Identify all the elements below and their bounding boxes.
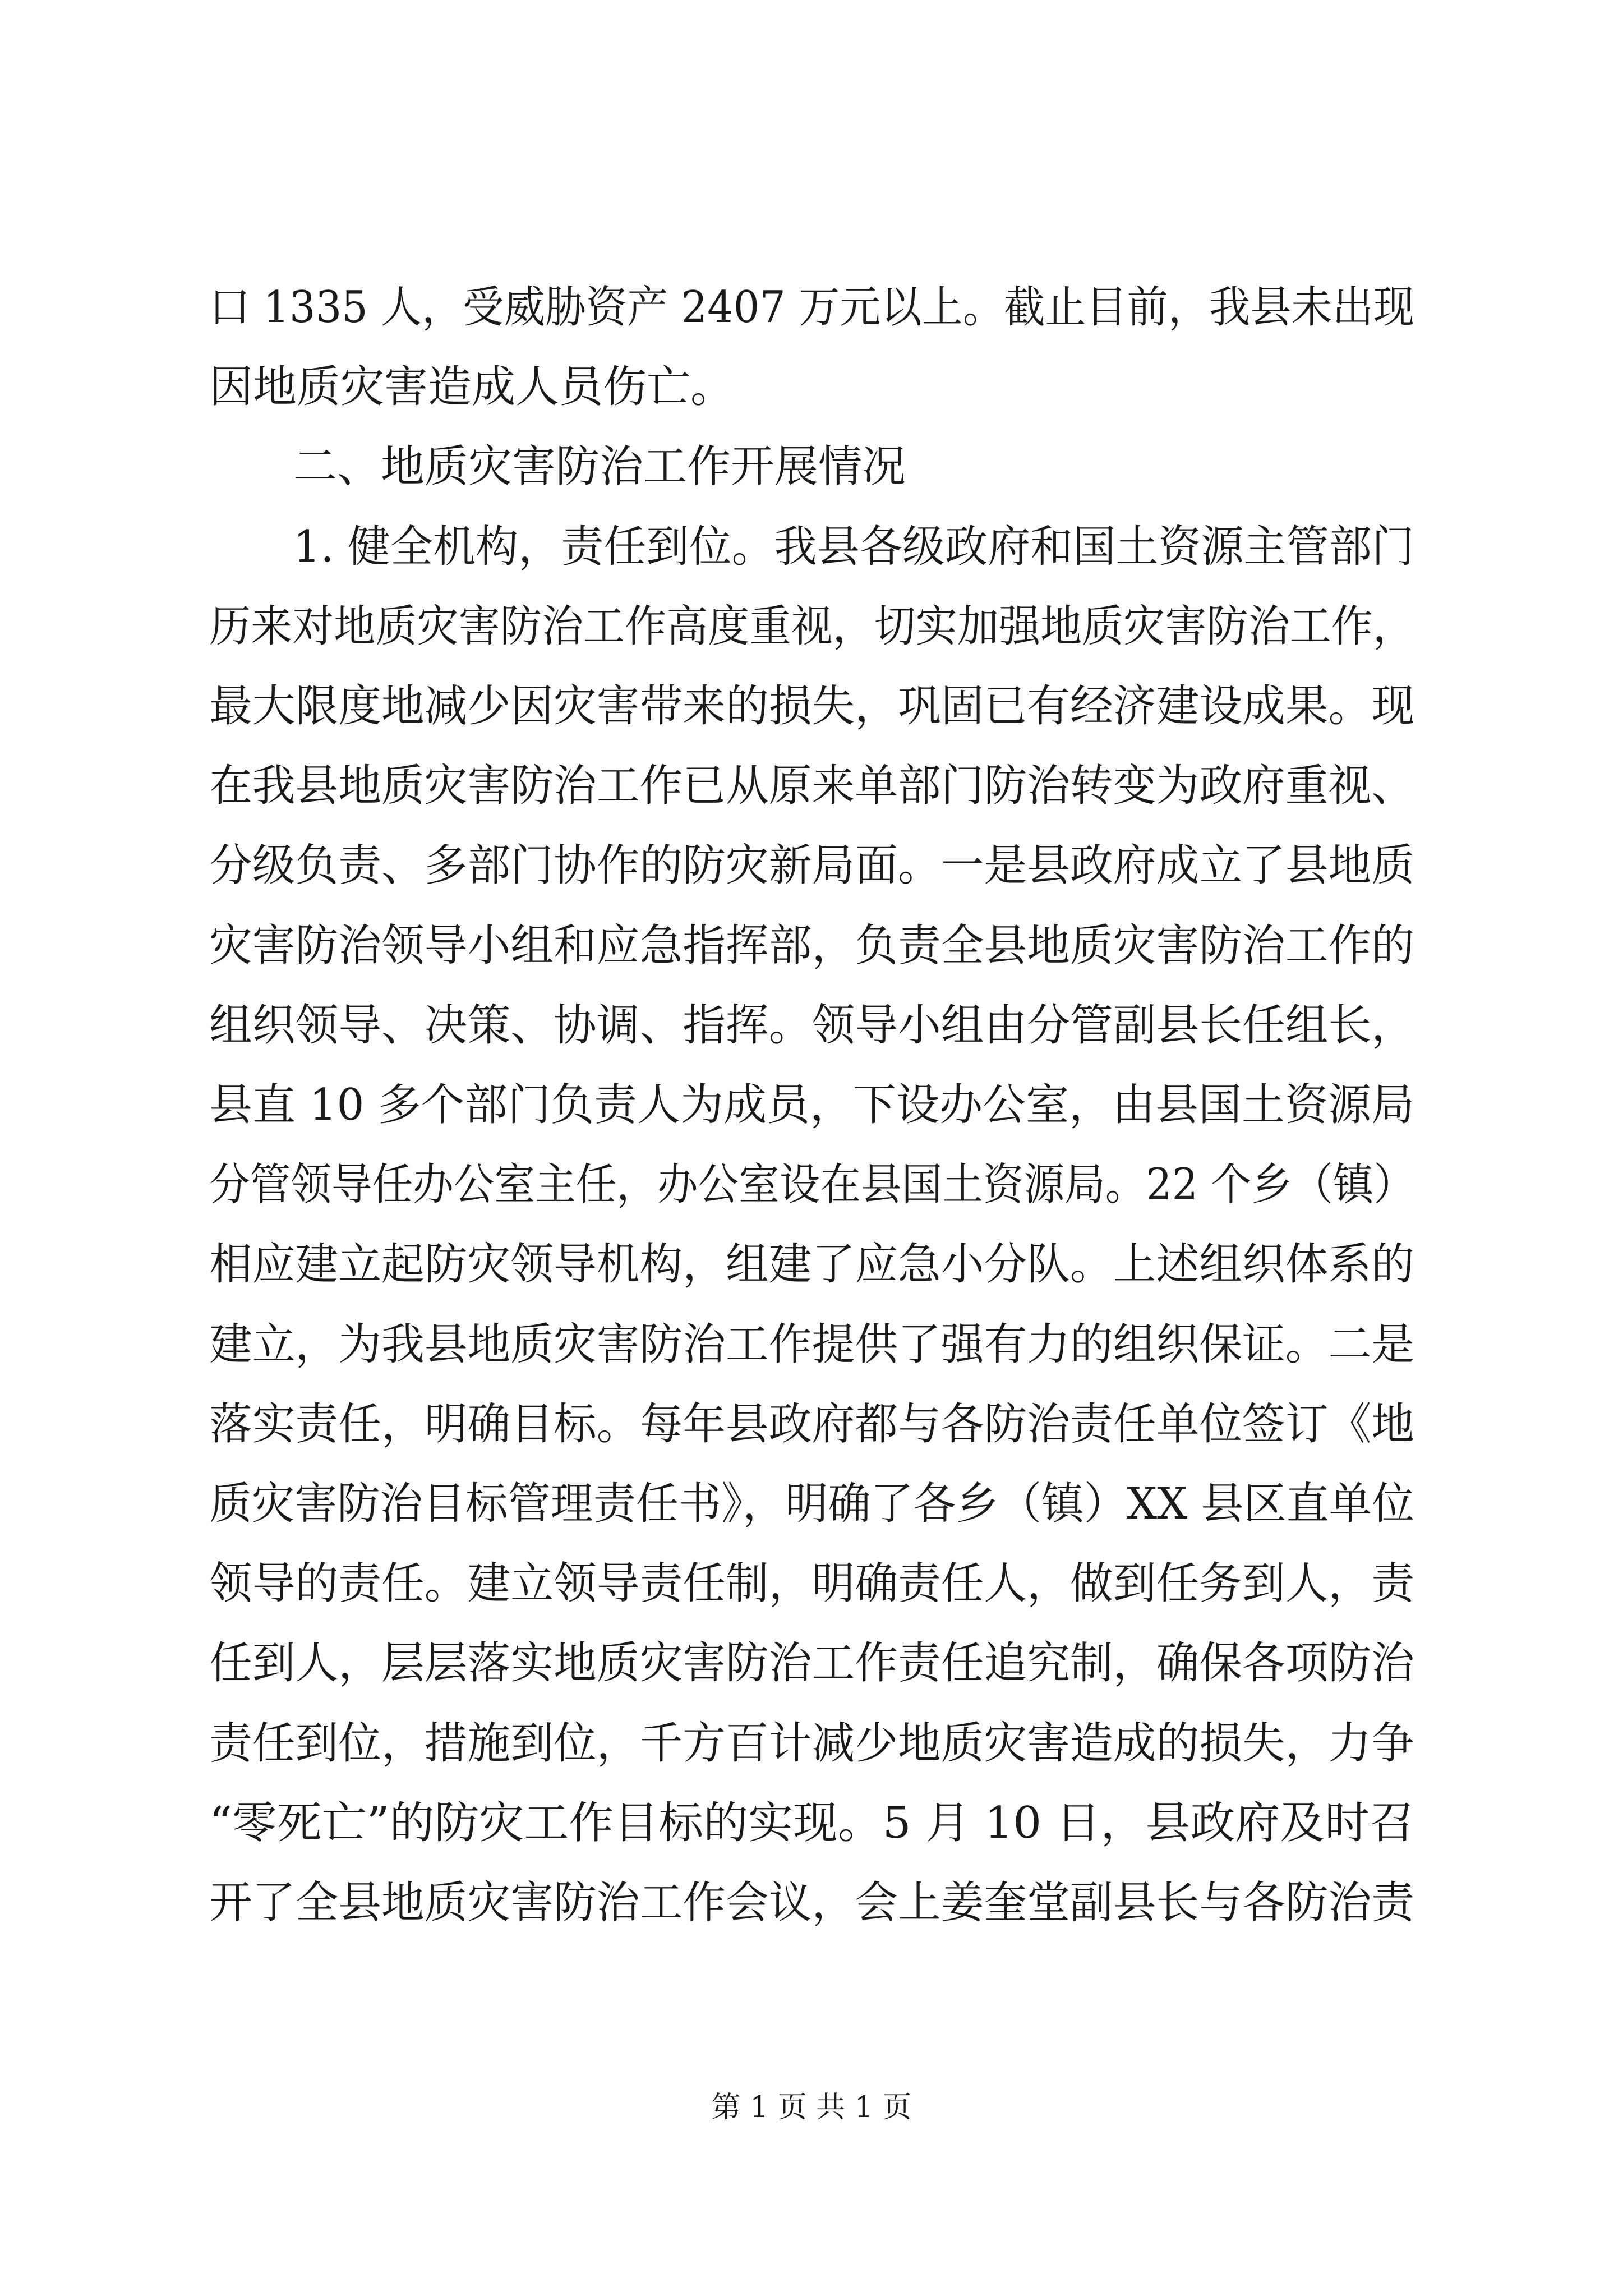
- text-line: 相应建立起防灾领导机构，组建了应急小分队。上述组织体系的: [209, 1239, 1414, 1290]
- text-line: 最大限度地减少因灾害带来的损失，巩固已有经济建设成果。现: [209, 681, 1414, 731]
- text-line: “零死亡”的防灾工作目标的实现。5 月 10 日，县政府及时召: [209, 1797, 1414, 1848]
- text-line: 在我县地质灾害防治工作已从原来单部门防治转变为政府重视、: [209, 761, 1414, 812]
- text-line: 县直 10 多个部门负责人为成员，下设办公室，由县国土资源局: [209, 1080, 1414, 1130]
- text-line: 分级负责、多部门协作的防灾新局面。一是县政府成立了县地质: [209, 840, 1414, 891]
- text-line: 口 1335 人，受威胁资产 2407 万元以上。截止目前，我县未出现: [209, 282, 1414, 333]
- text-line: 历来对地质灾害防治工作高度重视，切实加强地质灾害防治工作，: [209, 601, 1414, 652]
- text-line: 领导的责任。建立领导责任制，明确责任人，做到任务到人，责: [209, 1558, 1414, 1609]
- text-line: 组织领导、决策、协调、指挥。领导小组由分管副县长任组长，: [209, 1000, 1414, 1051]
- text-line: 开了全县地质灾害防治工作会议，会上姜奎堂副县长与各防治责: [209, 1878, 1414, 1928]
- text-line: 建立，为我县地质灾害防治工作提供了强有力的组织保证。二是: [209, 1319, 1414, 1370]
- text-line: 分管领导任办公室主任，办公室设在县国土资源局。22 个乡（镇）: [209, 1159, 1414, 1211]
- text-line: 1. 健全机构，责任到位。我县各级政府和国土资源主管部门: [293, 521, 1414, 572]
- text-line: 灾害防治领导小组和应急指挥部，负责全县地质灾害防治工作的: [209, 920, 1414, 971]
- text-line: 因地质灾害造成人员伤亡。: [209, 362, 735, 413]
- section-heading: 二、地质灾害防治工作开展情况: [293, 441, 906, 493]
- text-line: 质灾害防治目标管理责任书》，明确了各乡（镇）XX 县区直单位: [209, 1479, 1414, 1529]
- text-line: 落实责任，明确目标。每年县政府都与各防治责任单位签订《地: [209, 1398, 1414, 1450]
- text-line: 责任到位，措施到位，千方百计减少地质灾害造成的损失，力争: [209, 1718, 1414, 1769]
- text-line: 任到人，层层落实地质灾害防治工作责任追究制，确保各项防治: [209, 1638, 1414, 1689]
- page-footer: 第 1 页 共 1 页: [711, 2091, 912, 2124]
